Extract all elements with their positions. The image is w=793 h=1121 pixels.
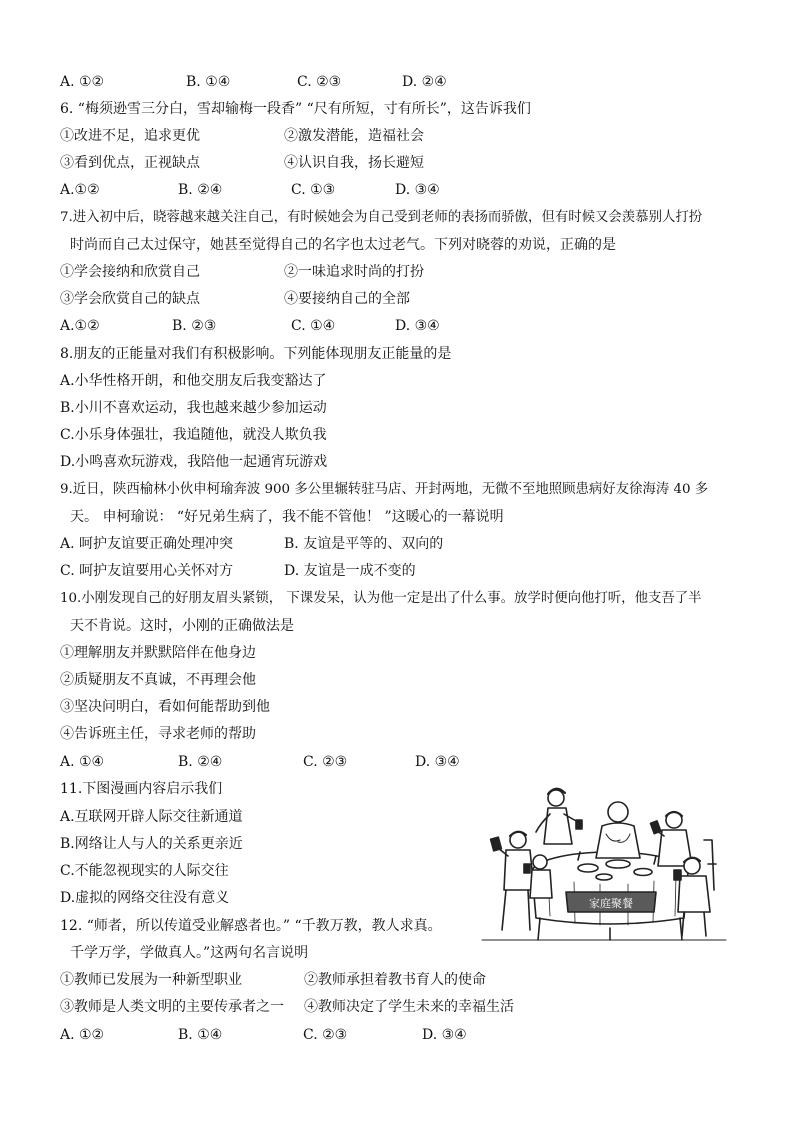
q6-item-3: ③看到优点，正视缺点 — [60, 155, 200, 171]
q10-option-d[interactable]: D. ③④ — [415, 754, 460, 770]
q6-item-2: ②激发潜能，造福社会 — [284, 128, 424, 144]
q10-item-3: ③坚决问明白，看如何能帮助到他 — [60, 699, 270, 715]
q9-option-d[interactable]: D. 友谊是一成不变的 — [284, 563, 416, 579]
q10-option-c[interactable]: C. ②③ — [303, 754, 348, 770]
q6-option-a[interactable]: A.①② — [60, 182, 100, 198]
q7-stem-line1: 7.进入初中后，晓蓉越来越关注自己，有时候她会为自己受到老师的表扬而骄傲，但有时候又会羡慕别人打扮 — [60, 210, 703, 225]
q10-item-1: ①理解朋友并默默陪伴在他身边 — [60, 645, 256, 661]
q6-option-b[interactable]: B. ②④ — [178, 182, 223, 198]
q7-item-2: ②一味追求时尚的打扮 — [284, 264, 424, 280]
cartoon-drawing — [478, 780, 730, 945]
q7-option-d[interactable]: D. ③④ — [395, 318, 440, 334]
q7-option-a[interactable]: A.①② — [60, 318, 100, 334]
q6-item-1: ①改进不足，追求更优 — [60, 128, 200, 144]
q7-item-3: ③学会欣赏自己的缺点 — [60, 291, 200, 307]
q10-stem-line1: 10.小刚发现自己的好朋友眉头紧锁， 下课发呆，认为他一定是出了什么事。放学时便向他打听，他支吾了半 — [60, 591, 702, 606]
q12-item-4: ④教师决定了学生未来的幸福生活 — [304, 999, 514, 1015]
q5-option-b[interactable]: B. ①④ — [186, 74, 231, 90]
cartoon-caption: 家庭聚餐 — [589, 897, 633, 910]
q9-stem-line1: 9.近日，陕西榆林小伙申柯瑜奔波 900 多公里辗转驻马店、开封两地，无微不至地照顾患病好友徐海涛 40 多 — [60, 482, 709, 497]
q5-option-d[interactable]: D. ②④ — [402, 74, 447, 90]
q11-option-a[interactable]: A.互联网开辟人际交往新通道 — [60, 809, 243, 825]
q8-option-a[interactable]: A.小华性格开朗，和他交朋友后我变豁达了 — [60, 373, 327, 389]
q11-option-b[interactable]: B.网络让人与人的关系更亲近 — [60, 836, 243, 852]
q5-option-a[interactable]: A. ①② — [60, 74, 105, 90]
q10-option-b[interactable]: B. ②④ — [178, 754, 223, 770]
q12-item-3: ③教师是人类文明的主要传承者之一 — [60, 999, 284, 1015]
q10-item-4: ④告诉班主任，寻求老师的帮助 — [60, 726, 256, 742]
q10-item-2: ②质疑朋友不真诚，不再理会他 — [60, 672, 256, 688]
q8-stem: 8.朋友的正能量对我们有积极影响。下列能体现朋友正能量的是 — [60, 346, 452, 362]
q7-item-4: ④要接纳自己的全部 — [284, 291, 410, 307]
q7-item-1: ①学会接纳和欣赏自己 — [60, 264, 200, 280]
q10-option-a[interactable]: A. ①④ — [60, 754, 105, 770]
family-dinner-cartoon — [478, 780, 730, 945]
q12-item-2: ②教师承担着教书育人的使命 — [304, 972, 486, 988]
q6-option-c[interactable]: C. ①③ — [291, 182, 336, 198]
q12-option-d[interactable]: D. ③④ — [422, 1027, 467, 1043]
q7-option-b[interactable]: B. ②③ — [172, 318, 217, 334]
q11-option-c[interactable]: C.不能忽视现实的人际交往 — [60, 863, 229, 879]
q10-stem-line2: 天不肯说。这时，小刚的正确做法是 — [70, 618, 294, 634]
q11-option-d[interactable]: D.虚拟的网络交往没有意义 — [60, 890, 230, 906]
q8-option-b[interactable]: B.小川不喜欢运动，我也越来越少参加运动 — [60, 400, 327, 416]
q12-item-1: ①教师已发展为一种新型职业 — [60, 972, 242, 988]
q12-stem-line1: 12. “师者，所以传道受业解惑者也。” “千教万教，教人求真。 — [60, 918, 442, 934]
q6-stem: 6. “梅须逊雪三分白，雪却输梅一段香” “尺有所短，寸有所长”，这告诉我们 — [60, 101, 531, 117]
q12-option-a[interactable]: A. ①② — [60, 1027, 105, 1043]
q9-option-b[interactable]: B. 友谊是平等的、双向的 — [284, 536, 444, 552]
q8-option-c[interactable]: C.小乐身体强壮，我追随他，就没人欺负我 — [60, 427, 327, 443]
q7-stem-line2: 时尚而自己太过保守，她甚至觉得自己的名字也太过老气。下列对晓蓉的劝说，正确的是 — [70, 237, 616, 253]
q6-option-d[interactable]: D. ③④ — [395, 182, 440, 198]
q7-option-c[interactable]: C. ①④ — [291, 318, 336, 334]
q9-option-c[interactable]: C. 呵护友谊要用心关怀对方 — [60, 563, 234, 579]
q6-item-4: ④认识自我，扬长避短 — [284, 155, 424, 171]
q8-option-d[interactable]: D.小鸣喜欢玩游戏，我陪他一起通宵玩游戏 — [60, 454, 328, 470]
q9-option-a[interactable]: A. 呵护友谊要正确处理冲突 — [60, 536, 234, 552]
q5-option-c[interactable]: C. ②③ — [297, 74, 342, 90]
q11-stem: 11.下图漫画内容启示我们 — [60, 781, 223, 797]
q12-option-c[interactable]: C. ②③ — [303, 1027, 348, 1043]
q12-stem-line2: 千学万学，学做真人。”这两句名言说明 — [70, 945, 309, 961]
q9-stem-line2: 天。 申柯瑜说： “好兄弟生病了，我不能不管他！ ”这暖心的一幕说明 — [70, 509, 504, 525]
q12-option-b[interactable]: B. ①④ — [178, 1027, 223, 1043]
